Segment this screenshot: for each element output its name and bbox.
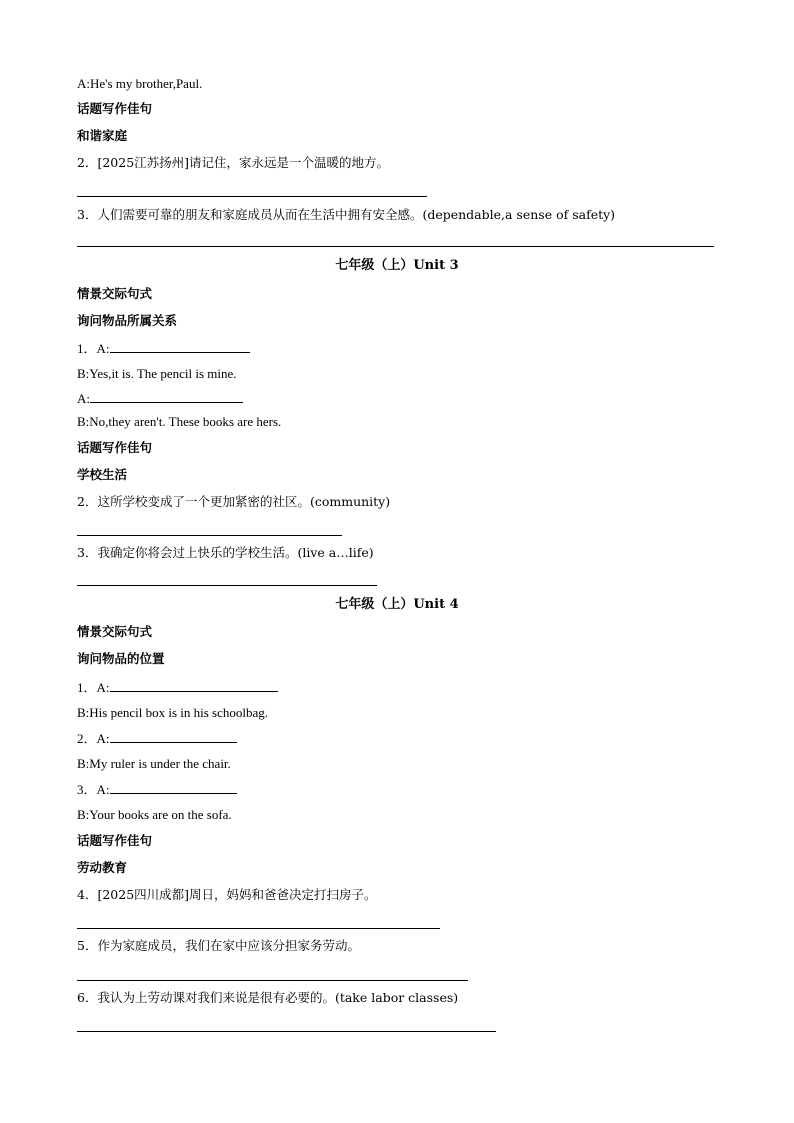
dialogue-line: B:His pencil box is in his schoolbag.	[77, 705, 269, 720]
question-label: 3．A:	[77, 782, 110, 797]
question-label: 2．A:	[77, 731, 110, 746]
section-heading: 话题写作佳句	[77, 440, 153, 455]
answer-blank[interactable]	[110, 781, 237, 794]
question-text: 3．我确定你将会过上快乐的学校生活。(live a…life)	[77, 545, 374, 560]
dialogue-line: B:My ruler is under the chair.	[77, 756, 231, 771]
dialogue-question	[77, 730, 237, 747]
dialogue-question	[77, 340, 250, 357]
question-label: A:	[77, 391, 90, 406]
topic-heading: 询问物品所属关系	[77, 313, 178, 328]
answer-blank[interactable]	[90, 390, 243, 403]
question-text: 2．这所学校变成了一个更加紧密的社区。(community)	[77, 494, 391, 509]
dialogue-line: B:No,they aren't. These books are hers.	[77, 414, 282, 429]
question-text: 5．作为家庭成员，我们在家中应该分担家务劳动。	[77, 938, 360, 953]
dialogue-line: B:Yes,it is. The pencil is mine.	[77, 366, 237, 381]
question-label: 1．A:	[77, 680, 110, 695]
answer-line[interactable]	[77, 585, 377, 586]
answer-line[interactable]	[77, 246, 714, 247]
unit-title: 七年级（上）Unit 3	[335, 258, 459, 273]
topic-heading: 学校生活	[77, 467, 128, 482]
question-text: 3．人们需要可靠的朋友和家庭成员从而在生活中拥有安全感。(dependable,a sense of safety)	[77, 207, 616, 222]
dialogue-line: A:He's my brother,Paul.	[77, 76, 203, 91]
answer-blank[interactable]	[110, 679, 278, 692]
answer-line[interactable]	[77, 1031, 496, 1032]
question-text: 4．[2025四川成都]周日，妈妈和爸爸决定打扫房子。	[77, 887, 377, 902]
question-label: 1．A:	[77, 341, 110, 356]
topic-heading: 询问物品的位置	[77, 651, 165, 666]
section-heading: 情景交际句式	[77, 286, 153, 301]
dialogue-line: B:Your books are on the sofa.	[77, 807, 232, 822]
answer-line[interactable]	[77, 196, 427, 197]
answer-blank[interactable]	[110, 340, 250, 353]
section-heading: 话题写作佳句	[77, 101, 153, 116]
answer-line[interactable]	[77, 928, 440, 929]
dialogue-question	[77, 679, 278, 696]
answer-blank[interactable]	[110, 730, 237, 743]
unit-title: 七年级（上）Unit 4	[335, 597, 459, 612]
answer-line[interactable]	[77, 980, 468, 981]
question-text: 6．我认为上劳动课对我们来说是很有必要的。(take labor classes)	[77, 990, 459, 1005]
question-text: 2．[2025江苏扬州]请记住，家永远是一个温暖的地方。	[77, 155, 390, 170]
dialogue-question	[77, 390, 243, 407]
section-heading: 话题写作佳句	[77, 833, 153, 848]
topic-heading: 和谐家庭	[77, 128, 128, 143]
topic-heading: 劳动教育	[77, 860, 128, 875]
dialogue-question	[77, 781, 237, 798]
section-heading: 情景交际句式	[77, 624, 153, 639]
answer-line[interactable]	[77, 535, 342, 536]
